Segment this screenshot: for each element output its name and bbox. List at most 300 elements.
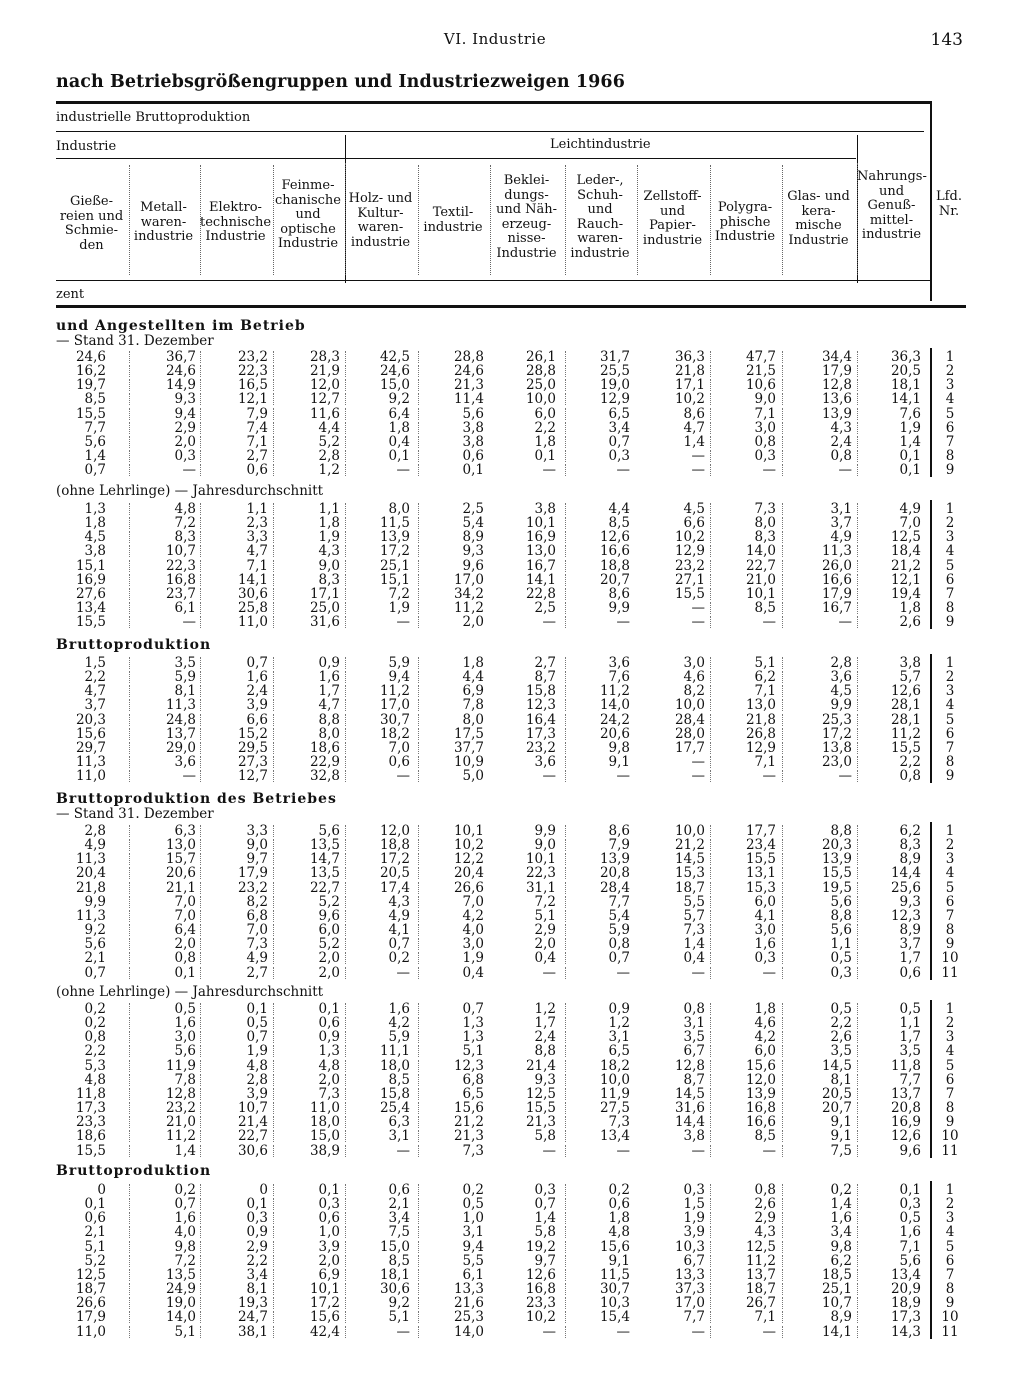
row-divider-tick xyxy=(857,531,858,543)
row-divider-tick xyxy=(200,1269,201,1281)
cell-col-12: 0,1 xyxy=(899,1182,921,1198)
cell-col-4: 32,8 xyxy=(309,768,340,785)
cell-col-7: 10,0 xyxy=(525,391,556,408)
cell-col-9: 10,2 xyxy=(674,529,705,546)
table-row xyxy=(0,951,1024,965)
cell-col-6: 3,8 xyxy=(462,433,484,450)
cell-col-5: 0,4 xyxy=(388,433,410,450)
cell-col-12: 9,3 xyxy=(899,893,921,910)
cell-col-5: 8,5 xyxy=(388,1071,410,1088)
cell-col-4: 5,6 xyxy=(318,823,340,839)
row-divider-tick xyxy=(418,1184,419,1196)
cell-col-10: 8,5 xyxy=(754,1128,776,1145)
row-divider-tick xyxy=(782,588,783,600)
cell-col-3: 2,2 xyxy=(246,1252,268,1269)
section-subtitle-4: — Stand 31. Dezember xyxy=(56,806,214,822)
row-divider-tick xyxy=(273,924,274,936)
row-divider-tick xyxy=(782,825,783,837)
row-divider-tick xyxy=(857,1031,858,1043)
row-divider-tick xyxy=(273,938,274,950)
row-divider-tick xyxy=(345,450,346,462)
cell-col-3: 8,2 xyxy=(246,893,268,910)
cell-col-9: 3,8 xyxy=(683,1128,705,1145)
lfd-number: 8 xyxy=(945,922,955,939)
cell-col-3: 22,7 xyxy=(237,1128,268,1145)
cell-col-12: 11,8 xyxy=(890,1057,921,1074)
lfd-number: 8 xyxy=(945,754,955,771)
cell-col-9: — xyxy=(691,448,705,465)
cell-col-12: 13,4 xyxy=(890,1266,921,1283)
row-divider-tick xyxy=(200,588,201,600)
row-divider-tick xyxy=(782,1269,783,1281)
row-divider-tick xyxy=(200,853,201,865)
cell-col-4: 12,0 xyxy=(309,377,340,394)
cell-col-5: 25,4 xyxy=(379,1100,410,1117)
cell-col-6: 1,3 xyxy=(462,1029,484,1046)
cell-col-9: 5,5 xyxy=(683,893,705,910)
row-divider-tick xyxy=(273,503,274,515)
row-divider-tick xyxy=(129,728,130,740)
row-divider-tick xyxy=(200,1255,201,1267)
cell-col-12: 11,2 xyxy=(890,725,921,742)
row-divider-tick xyxy=(782,1226,783,1238)
row-divider-tick xyxy=(345,393,346,405)
cell-col-1: 15,6 xyxy=(75,725,106,742)
row-divider-tick xyxy=(782,1116,783,1128)
row-divider-tick xyxy=(710,756,711,768)
cell-col-9: — xyxy=(691,1142,705,1159)
cell-col-11: — xyxy=(838,462,852,479)
cell-col-5: 1,9 xyxy=(388,600,410,617)
row-divider-tick xyxy=(782,967,783,979)
cell-col-9: 27,1 xyxy=(674,571,705,588)
cell-col-11: 17,9 xyxy=(821,585,852,602)
cell-col-10: 11,2 xyxy=(745,1252,776,1269)
row-divider-tick xyxy=(857,896,858,908)
cell-col-2: 19,0 xyxy=(165,1295,196,1312)
cell-col-10: — xyxy=(762,1323,776,1340)
cell-col-3: 7,3 xyxy=(246,936,268,953)
row-divider-tick xyxy=(710,464,711,476)
row-divider-tick xyxy=(200,1241,201,1253)
cell-col-12: 1,7 xyxy=(899,1029,921,1046)
cell-col-10: 3,0 xyxy=(754,419,776,436)
cell-col-2: — xyxy=(182,462,196,479)
row-divider-tick xyxy=(857,1102,858,1114)
section-subtitle-2: (ohne Lehrlinge) — Jahresdurchschnitt xyxy=(56,483,324,499)
cell-col-10: 4,2 xyxy=(754,1029,776,1046)
cell-col-11: — xyxy=(838,768,852,785)
cell-col-3: 7,1 xyxy=(246,557,268,574)
column-divider-9 xyxy=(710,165,711,275)
cell-col-9: 15,5 xyxy=(674,585,705,602)
row-divider-tick xyxy=(857,1003,858,1015)
row-divider-tick xyxy=(782,1074,783,1086)
cell-col-8: 18,8 xyxy=(599,557,630,574)
cell-col-11: 15,5 xyxy=(821,865,852,882)
row-divider-tick xyxy=(345,1212,346,1224)
row-divider-tick xyxy=(129,1003,130,1015)
cell-col-7: 5,1 xyxy=(534,907,556,924)
cell-col-7: 15,8 xyxy=(525,683,556,700)
cell-col-6: 4,2 xyxy=(462,907,484,924)
lfd-number: 4 xyxy=(945,1224,955,1241)
table-row xyxy=(0,1144,1024,1158)
row-divider-tick xyxy=(857,1241,858,1253)
cell-col-4: 17,1 xyxy=(309,585,340,602)
cell-col-12: 14,3 xyxy=(890,1323,921,1340)
row-divider-tick xyxy=(565,616,566,628)
cell-col-3: 15,2 xyxy=(237,725,268,742)
row-divider-tick xyxy=(200,1311,201,1323)
cell-col-10: 3,0 xyxy=(754,922,776,939)
table-row xyxy=(0,1016,1024,1030)
row-divider-tick xyxy=(273,1145,274,1157)
table-row xyxy=(0,435,1024,449)
cell-col-11: 23,0 xyxy=(821,754,852,771)
row-divider-tick xyxy=(857,1088,858,1100)
cell-col-9: 8,6 xyxy=(683,405,705,422)
cell-col-6: 9,4 xyxy=(462,1238,484,1255)
row-divider-tick xyxy=(857,839,858,851)
row-divider-tick xyxy=(782,910,783,922)
cell-col-7: 2,5 xyxy=(534,600,556,617)
row-divider-tick xyxy=(200,952,201,964)
cell-col-8: 28,4 xyxy=(599,879,630,896)
cell-col-8: 0,9 xyxy=(608,1001,630,1017)
row-divider-tick xyxy=(710,1269,711,1281)
cell-col-10: 7,1 xyxy=(754,1309,776,1326)
row-divider-tick xyxy=(565,1269,566,1281)
cell-col-1: 0,7 xyxy=(84,462,106,479)
row-divider-tick xyxy=(129,1102,130,1114)
row-divider-tick xyxy=(273,464,274,476)
column-divider-1 xyxy=(129,165,130,275)
cell-col-9: 14,5 xyxy=(674,851,705,868)
row-divider-tick xyxy=(710,1241,711,1253)
cell-col-4: 2,8 xyxy=(318,448,340,465)
row-divider-tick xyxy=(418,1283,419,1295)
row-divider-tick xyxy=(710,1255,711,1267)
row-divider-tick xyxy=(418,839,419,851)
cell-col-12: 17,3 xyxy=(890,1309,921,1326)
cell-col-8: 7,3 xyxy=(608,1114,630,1131)
cell-col-4: 0,6 xyxy=(318,1015,340,1032)
row-divider-tick xyxy=(200,1130,201,1142)
cell-col-10: 9,0 xyxy=(754,391,776,408)
row-divider-tick xyxy=(200,351,201,363)
cell-col-11: 2,6 xyxy=(830,1029,852,1046)
row-divider-tick xyxy=(857,393,858,405)
lfd-number: 3 xyxy=(945,851,955,868)
cell-col-10: 7,3 xyxy=(754,501,776,517)
lfd-number: 4 xyxy=(945,543,955,560)
row-divider-tick xyxy=(565,825,566,837)
cell-col-3: 1,1 xyxy=(246,501,268,517)
row-divider-tick xyxy=(710,1226,711,1238)
cell-col-5: 15,8 xyxy=(379,1085,410,1102)
cell-col-7: 0,7 xyxy=(534,1196,556,1213)
cell-col-2: 0,3 xyxy=(174,448,196,465)
row-divider-tick xyxy=(129,1255,130,1267)
row-divider-tick xyxy=(782,938,783,950)
cell-col-10: — xyxy=(762,462,776,479)
section-title-6: Bruttoproduktion xyxy=(56,1163,212,1179)
cell-col-6: 28,8 xyxy=(453,349,484,365)
cell-col-11: 2,8 xyxy=(830,655,852,671)
cell-col-7: 19,2 xyxy=(525,1238,556,1255)
cell-col-7: 16,8 xyxy=(525,1281,556,1298)
cell-col-7: 10,2 xyxy=(525,1309,556,1326)
row-divider-tick xyxy=(418,393,419,405)
cell-col-8: 0,2 xyxy=(608,1182,630,1198)
cell-col-1: 0 xyxy=(97,1182,106,1198)
cell-col-9: 36,3 xyxy=(674,349,705,365)
row-divider-tick xyxy=(200,910,201,922)
row-divider-tick xyxy=(857,867,858,879)
cell-col-6: 17,0 xyxy=(453,571,484,588)
row-divider-tick xyxy=(857,952,858,964)
row-divider-tick xyxy=(273,1184,274,1196)
row-divider-tick xyxy=(200,1198,201,1210)
table-row xyxy=(0,895,1024,909)
cell-col-3: 7,4 xyxy=(246,419,268,436)
row-divider-tick xyxy=(129,967,130,979)
table-row xyxy=(0,909,1024,923)
row-divider-tick xyxy=(565,699,566,711)
row-divider-tick xyxy=(345,436,346,448)
cell-col-10: 22,7 xyxy=(745,557,776,574)
cell-col-9: 5,7 xyxy=(683,907,705,924)
cell-col-12: 28,1 xyxy=(890,697,921,714)
lfd-number: 3 xyxy=(945,377,955,394)
row-divider-tick xyxy=(710,671,711,683)
row-divider-tick xyxy=(418,1226,419,1238)
cell-col-12: 0,5 xyxy=(899,1210,921,1227)
cell-col-3: 19,3 xyxy=(237,1295,268,1312)
row-divider-tick xyxy=(129,1017,130,1029)
row-divider-tick xyxy=(857,770,858,782)
row-divider-tick xyxy=(200,685,201,697)
cell-col-10: 15,3 xyxy=(745,879,776,896)
cell-col-10: 7,1 xyxy=(754,754,776,771)
cell-col-6: 21,2 xyxy=(453,1114,484,1131)
cell-col-2: 4,0 xyxy=(174,1224,196,1241)
cell-col-9: 12,8 xyxy=(674,1057,705,1074)
row-divider-tick xyxy=(200,517,201,529)
row-divider-tick xyxy=(345,1116,346,1128)
row-divider-tick xyxy=(418,699,419,711)
cell-col-10: 7,1 xyxy=(754,683,776,700)
cell-col-2: 9,8 xyxy=(174,1238,196,1255)
cell-col-6: 10,9 xyxy=(453,754,484,771)
row-divider-tick xyxy=(129,1045,130,1057)
row-divider-tick xyxy=(345,756,346,768)
industrie-label: Industrie xyxy=(56,139,117,154)
cell-col-1: 2,1 xyxy=(84,950,106,967)
table-row xyxy=(0,769,1024,783)
cell-col-2: 7,2 xyxy=(174,1252,196,1269)
row-divider-tick xyxy=(857,1326,858,1338)
cell-col-12: 5,6 xyxy=(899,1252,921,1269)
cell-col-12: 36,3 xyxy=(890,349,921,365)
cell-col-5: 20,5 xyxy=(379,865,410,882)
column-divider-6 xyxy=(490,165,491,275)
cell-col-9: 3,1 xyxy=(683,1015,705,1032)
row-divider-tick xyxy=(857,602,858,614)
cell-col-10: 2,9 xyxy=(754,1210,776,1227)
cell-col-5: 0,7 xyxy=(388,936,410,953)
cell-col-10: 17,7 xyxy=(745,823,776,839)
cell-col-6: 13,3 xyxy=(453,1281,484,1298)
cell-col-6: 21,3 xyxy=(453,1128,484,1145)
cell-col-9: 1,9 xyxy=(683,1210,705,1227)
cell-col-6: 2,0 xyxy=(462,614,484,631)
cell-col-2: 23,7 xyxy=(165,585,196,602)
cell-col-8: — xyxy=(616,768,630,785)
row-divider-tick xyxy=(565,1060,566,1072)
row-divider-tick xyxy=(857,1116,858,1128)
cell-col-12: 0,3 xyxy=(899,1196,921,1213)
row-divider-tick xyxy=(710,1045,711,1057)
cell-col-12: 18,4 xyxy=(890,543,921,560)
table-row xyxy=(0,516,1024,530)
cell-col-8: 7,6 xyxy=(608,669,630,686)
cell-col-9: 14,5 xyxy=(674,1085,705,1102)
row-divider-tick xyxy=(273,742,274,754)
row-divider-tick xyxy=(273,728,274,740)
row-divider-tick xyxy=(200,924,201,936)
row-divider-tick xyxy=(857,450,858,462)
lfd-number: 2 xyxy=(945,363,955,380)
row-divider-tick xyxy=(710,657,711,669)
row-divider-tick xyxy=(418,1145,419,1157)
table-row xyxy=(0,923,1024,937)
cell-col-1: 15,5 xyxy=(75,614,106,631)
row-divider-tick xyxy=(345,952,346,964)
row-divider-tick xyxy=(857,1269,858,1281)
cell-col-7: — xyxy=(542,1142,556,1159)
cell-col-9: 6,7 xyxy=(683,1252,705,1269)
cell-col-12: 12,6 xyxy=(890,683,921,700)
row-divider-tick xyxy=(565,1226,566,1238)
row-divider-tick xyxy=(200,574,201,586)
cell-col-3: 12,1 xyxy=(237,391,268,408)
cell-col-5: 6,3 xyxy=(388,1114,410,1131)
row-divider-tick xyxy=(857,967,858,979)
cell-col-4: 1,0 xyxy=(318,1224,340,1241)
cell-col-6: 1,0 xyxy=(462,1210,484,1227)
cell-col-4: 2,0 xyxy=(318,1071,340,1088)
table-row xyxy=(0,1030,1024,1044)
row-divider-tick xyxy=(129,1184,130,1196)
row-divider-tick xyxy=(345,1241,346,1253)
cell-col-9: 1,5 xyxy=(683,1196,705,1213)
cell-col-4: 11,0 xyxy=(309,1100,340,1117)
cell-col-4: 1,9 xyxy=(318,529,340,546)
cell-col-10: 13,0 xyxy=(745,697,776,714)
cell-col-4: 17,2 xyxy=(309,1295,340,1312)
cell-col-11: 1,6 xyxy=(830,1210,852,1227)
row-divider-tick xyxy=(129,1116,130,1128)
cell-col-3: 0,3 xyxy=(246,1210,268,1227)
cell-col-6: 21,6 xyxy=(453,1295,484,1312)
section-title-3: Bruttoproduktion xyxy=(56,637,212,653)
row-divider-tick xyxy=(710,1102,711,1114)
row-divider-tick xyxy=(345,379,346,391)
cell-col-3: 0 xyxy=(259,1182,268,1198)
cell-col-1: 20,4 xyxy=(75,865,106,882)
cell-col-8: 20,7 xyxy=(599,571,630,588)
cell-col-5: 9,2 xyxy=(388,1295,410,1312)
lfd-number: 9 xyxy=(945,614,955,631)
cell-col-6: 5,0 xyxy=(462,768,484,785)
cell-col-7: 28,8 xyxy=(525,363,556,380)
cell-col-8: 15,4 xyxy=(599,1309,630,1326)
row-divider-tick xyxy=(565,910,566,922)
cell-col-5: 0,6 xyxy=(388,754,410,771)
cell-col-4: 21,9 xyxy=(309,363,340,380)
cell-col-2: 14,9 xyxy=(165,377,196,394)
cell-col-6: 1,9 xyxy=(462,950,484,967)
row-divider-tick xyxy=(273,1269,274,1281)
row-divider-tick xyxy=(782,616,783,628)
row-divider-tick xyxy=(782,1031,783,1043)
cell-col-12: 8,9 xyxy=(899,851,921,868)
cell-col-5: 7,2 xyxy=(388,585,410,602)
cell-col-5: 0,1 xyxy=(388,448,410,465)
cell-col-1: 11,3 xyxy=(75,851,106,868)
cell-col-3: 0,1 xyxy=(246,1196,268,1213)
cell-col-2: 1,4 xyxy=(174,1142,196,1159)
cell-col-3: 2,3 xyxy=(246,515,268,532)
cell-col-2: 11,3 xyxy=(165,697,196,714)
row-divider-tick xyxy=(782,671,783,683)
cell-col-7: 9,0 xyxy=(534,837,556,854)
table-row xyxy=(0,601,1024,615)
cell-col-8: 5,9 xyxy=(608,922,630,939)
cell-col-9: 28,0 xyxy=(674,725,705,742)
cell-col-5: 12,0 xyxy=(379,823,410,839)
table-row xyxy=(0,1254,1024,1268)
cell-col-10: 18,7 xyxy=(745,1281,776,1298)
row-divider-tick xyxy=(710,408,711,420)
row-divider-tick xyxy=(200,728,201,740)
cell-col-6: 9,6 xyxy=(462,557,484,574)
row-divider-tick xyxy=(345,967,346,979)
cell-col-10: — xyxy=(762,964,776,981)
row-divider-tick xyxy=(200,545,201,557)
cell-col-7: 5,8 xyxy=(534,1224,556,1241)
cell-col-11: 0,2 xyxy=(830,1182,852,1198)
cell-col-8: 1,8 xyxy=(608,1210,630,1227)
cell-col-1: 21,8 xyxy=(75,879,106,896)
row-divider-tick xyxy=(200,1088,201,1100)
row-divider-tick xyxy=(565,1017,566,1029)
cell-col-9: 0,8 xyxy=(683,1001,705,1017)
row-divider-tick xyxy=(273,588,274,600)
cell-col-12: 16,9 xyxy=(890,1114,921,1131)
cell-col-8: 10,0 xyxy=(599,1071,630,1088)
cell-col-11: 34,4 xyxy=(821,349,852,365)
cell-col-1: 5,2 xyxy=(84,1252,106,1269)
row-divider-tick xyxy=(345,853,346,865)
cell-col-10: 6,2 xyxy=(754,669,776,686)
cell-col-8: 4,4 xyxy=(608,501,630,517)
cell-col-3: 24,7 xyxy=(237,1309,268,1326)
cell-col-11: 16,7 xyxy=(821,600,852,617)
cell-col-4: 0,9 xyxy=(318,655,340,671)
